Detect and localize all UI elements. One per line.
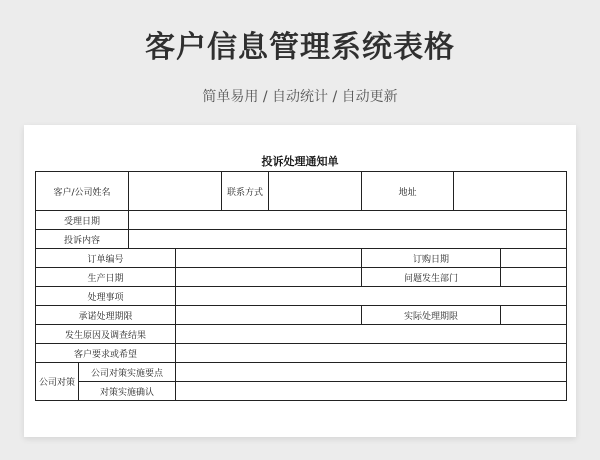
handling-items-label: 处理事项 bbox=[36, 287, 176, 306]
order-no-field[interactable] bbox=[176, 249, 362, 268]
table-row bbox=[36, 306, 567, 325]
customer-request-field[interactable] bbox=[176, 344, 567, 363]
customer-request-label: 客户要求或希望 bbox=[36, 344, 176, 363]
company-measures-label: 公司对策 bbox=[36, 363, 79, 401]
handling-items-field[interactable] bbox=[176, 287, 567, 306]
accept-date-field[interactable] bbox=[129, 211, 567, 230]
address-field[interactable] bbox=[454, 172, 567, 211]
table-row bbox=[36, 211, 567, 230]
order-date-label: 订购日期 bbox=[362, 249, 501, 268]
banner-subtitle: 简单易用 / 自动统计 / 自动更新 bbox=[202, 89, 398, 105]
order-date-field[interactable] bbox=[501, 249, 567, 268]
table-row bbox=[36, 363, 567, 382]
actual-deadline-label: 实际处理期限 bbox=[362, 306, 501, 325]
measures-confirmation-field[interactable] bbox=[176, 382, 567, 401]
table-row bbox=[36, 249, 567, 268]
complaint-content-label: 投诉内容 bbox=[36, 230, 129, 249]
cause-investigation-label: 发生原因及调查结果 bbox=[36, 325, 176, 344]
table-row bbox=[36, 325, 567, 344]
production-date-label: 生产日期 bbox=[36, 268, 176, 287]
cause-investigation-field[interactable] bbox=[176, 325, 567, 344]
customer-name-field[interactable] bbox=[129, 172, 222, 211]
problem-dept-field[interactable] bbox=[501, 268, 567, 287]
table-row bbox=[36, 287, 567, 306]
production-date-field[interactable] bbox=[176, 268, 362, 287]
form-sheet bbox=[24, 125, 576, 437]
table-row bbox=[36, 268, 567, 287]
actual-deadline-field[interactable] bbox=[501, 306, 567, 325]
table-row bbox=[36, 172, 567, 211]
measures-confirmation-label: 对策实施确认 bbox=[79, 382, 176, 401]
table-row bbox=[36, 344, 567, 363]
form-title: 投诉处理通知单 bbox=[261, 155, 339, 168]
accept-date-label: 受理日期 bbox=[36, 211, 129, 230]
address-label: 地址 bbox=[362, 172, 454, 211]
customer-name-label: 客户/公司姓名 bbox=[36, 172, 129, 211]
complaint-form-table bbox=[35, 171, 567, 401]
promised-deadline-label: 承诺处理期限 bbox=[36, 306, 176, 325]
banner-title: 客户信息管理系统表格 bbox=[145, 30, 455, 65]
contact-label: 联系方式 bbox=[222, 172, 269, 211]
order-no-label: 订单编号 bbox=[36, 249, 176, 268]
promised-deadline-field[interactable] bbox=[176, 306, 362, 325]
complaint-content-field[interactable] bbox=[129, 230, 567, 249]
measures-key-points-field[interactable] bbox=[176, 363, 567, 382]
table-row bbox=[36, 382, 567, 401]
table-row bbox=[36, 230, 567, 249]
problem-dept-label: 问题发生部门 bbox=[362, 268, 501, 287]
measures-key-points-label: 公司对策实施要点 bbox=[79, 363, 176, 382]
contact-field[interactable] bbox=[269, 172, 362, 211]
